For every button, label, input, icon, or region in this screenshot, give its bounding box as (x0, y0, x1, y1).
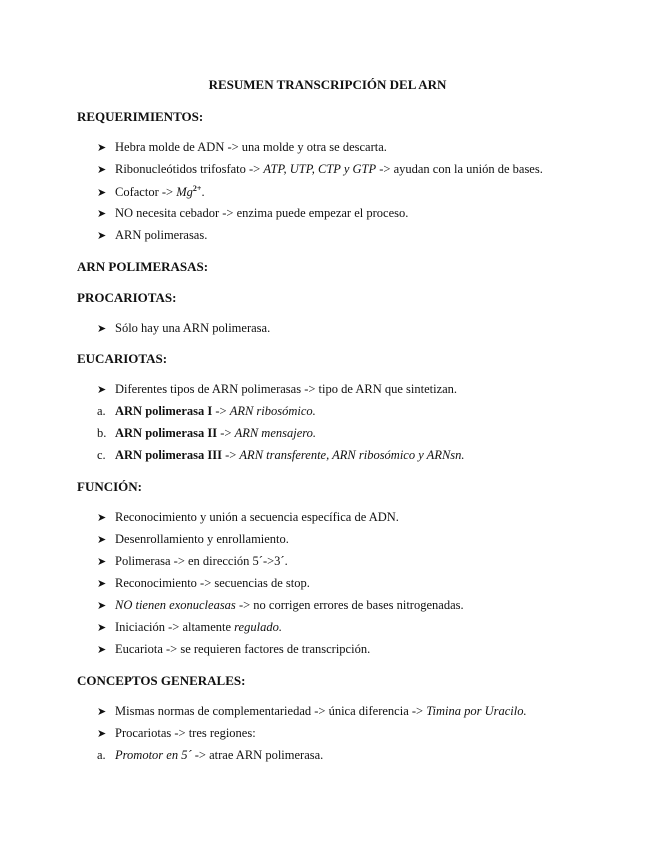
list-item: ➤ Reconocimiento -> secuencias de stop. (97, 576, 310, 590)
list-item: ➤ Polimerasa -> en dirección 5´->3´. (97, 554, 288, 568)
arrowhead-bullet-icon: ➤ (97, 187, 107, 200)
arrowhead-bullet-icon: ➤ (97, 323, 107, 335)
list-item: ➤ Desenrollamiento y enrollamiento. (97, 532, 289, 546)
list-item: ➤ ARN polimerasas. (97, 228, 208, 242)
list-item: a. Promotor en 5´ -> atrae ARN polimerasa. (97, 748, 324, 762)
list-item: a. ARN polimerasa I -> ARN ribosómico. (97, 404, 316, 418)
list-item: ➤ Eucariota -> se requieren factores de transcripción. (97, 642, 371, 656)
list-item: ➤ NO necesita cebador -> enzima puede empezar el proceso. (97, 206, 409, 220)
heading-arn-polimerasas: ARN POLIMERASAS: (77, 259, 209, 274)
heading-eucariotas: EUCARIOTAS: (77, 351, 168, 366)
arrowhead-bullet-icon: ➤ (97, 622, 107, 634)
arrowhead-bullet-icon: ➤ (97, 142, 107, 154)
heading-requerimientos: REQUERIMIENTOS: (77, 109, 204, 124)
heading-procariotas: PROCARIOTAS: (77, 290, 177, 305)
arrowhead-bullet-icon: ➤ (97, 384, 107, 396)
list-item: ➤ Diferentes tipos de ARN polimerasas -> tipo de ARN que sintetizan. (97, 382, 458, 396)
heading-funcion: FUNCIÓN: (77, 479, 142, 494)
arrowhead-bullet-icon: ➤ (97, 230, 107, 242)
list-item: ➤ Cofactor -> $Mg^{2+}$. (97, 184, 205, 200)
arrowhead-bullet-icon: ➤ (97, 706, 107, 718)
arrowhead-bullet-icon: ➤ (97, 556, 107, 568)
list-item: ➤ Sólo hay una ARN polimerasa. (97, 321, 271, 335)
list-item: ➤ NO tienen exonucleasas -> no corrigen errores de bases nitrogenadas. (97, 598, 464, 612)
list-item: ➤ Hebra molde de ADN -> una molde y otra se descarta. (97, 140, 387, 154)
arrowhead-bullet-icon: ➤ (97, 600, 107, 612)
list-item: b. ARN polimerasa II -> ARN mensajero. (97, 426, 317, 440)
list-item: c. ARN polimerasa III -> ARN transferente, ARN ribosómico y ARNsn. (97, 448, 465, 462)
document-title: RESUMEN TRANSCRIPCIÓN DEL ARN (208, 77, 447, 92)
list-item: ➤ Ribonucleótidos trifosfato -> ATP, UTP, CTP y GTP -> ayudan con la unión de bases. (97, 162, 543, 176)
arrowhead-bullet-icon: ➤ (97, 728, 107, 740)
arrowhead-bullet-icon: ➤ (97, 512, 107, 524)
arrowhead-bullet-icon: ➤ (97, 164, 107, 176)
arrowhead-bullet-icon: ➤ (97, 534, 107, 546)
arrowhead-bullet-icon: ➤ (97, 208, 107, 220)
list-item: ➤ Reconocimiento y unión a secuencia específica de ADN. (97, 510, 399, 524)
list-item: ➤ Mismas normas de complementariedad -> única diferencia -> Timina por Uracilo. (97, 704, 527, 718)
list-item: ➤ Procariotas -> tres regiones: (97, 726, 256, 740)
arrowhead-bullet-icon: ➤ (97, 578, 107, 590)
list-item: ➤ Iniciación -> altamente regulado. (97, 620, 282, 634)
heading-conceptos-generales: CONCEPTOS GENERALES: (77, 673, 246, 688)
arrowhead-bullet-icon: ➤ (97, 644, 107, 656)
